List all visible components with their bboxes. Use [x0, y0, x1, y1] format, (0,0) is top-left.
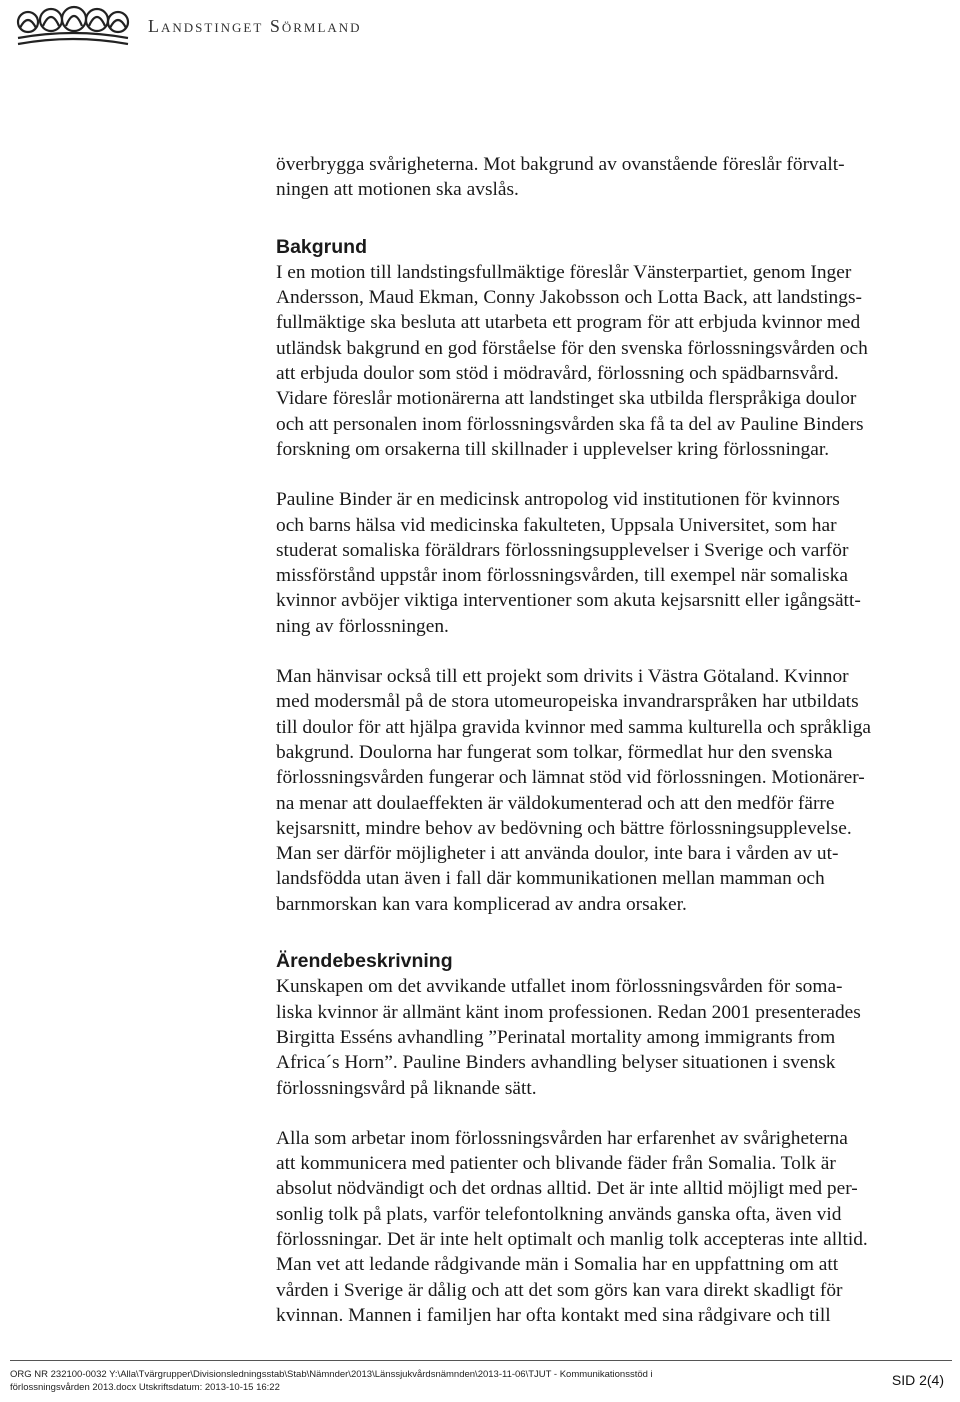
paragraph-line: kvinnor avböjer viktiga interventioner som akuta kejsarsnitt eller igångsätt- [276, 590, 861, 612]
paragraph-line: förlossningsvården fungerar och lämnat stöd vid förlossningen. Motionärer- [276, 767, 865, 789]
footer-path-line: ORG NR 232100-0032 Y:\Alla\Tvärgrupper\Divisionsledningsstab\Stab\Nämnder\2013\Länssjukvårdsnämnden\2013-11-06\TJUT - Kommunikationsstöd i [10, 1369, 653, 1380]
paragraph-line: och att personalen inom förlossningsvården ska få ta del av Pauline Binders [276, 413, 864, 435]
paragraph-line: till doulor för att hjälpa gravida kvinnor med samma kulturella och språkliga [276, 716, 872, 738]
paragraph-line: kejsarsnitt, mindre behov av bedövning och bättre förlossningsupplevelse. [276, 817, 852, 839]
paragraph-line: Man vet att ledande rådgivande män i Somalia har en uppfattning om att [276, 1254, 839, 1276]
paragraph-line: landsfödda utan även i fall där kommunikationen mellan mamman och [276, 868, 825, 890]
paragraph-line: och barns hälsa vid medicinska fakulteten, Uppsala Universitet, som har [276, 514, 837, 536]
paragraph-line: Vidare föreslår motionärerna att landstinget ska utbilda flerspråkiga doulor [276, 388, 857, 410]
body-paragraph [276, 487, 944, 639]
paragraph-line: överbrygga svårigheterna. Mot bakgrund av ovanstående föreslår förvalt- [276, 154, 845, 175]
paragraph-line: forskning om orsakerna till skillnader i upplevelser kring förlossningar. [276, 438, 830, 460]
paragraph-line: att kommunicera med patienter och blivande fäder från Somalia. Tolk är [276, 1153, 836, 1175]
paragraph-line: Andersson, Maud Ekman, Conny Jakobsson och Lotta Back, att landstings- [276, 287, 862, 309]
paragraph-line: Kunskapen om det avvikande utfallet inom förlossningsvården för soma- [276, 976, 843, 998]
paragraph-line: förlossningsvård på liknande sätt. [276, 1077, 537, 1099]
body-paragraph [276, 974, 944, 1100]
paragraph-line: na menar att doulaeffekten är väldokumenterad och att den medför färre [276, 792, 835, 814]
paragraph-spacer [276, 639, 944, 664]
paragraph-spacer [276, 462, 944, 487]
paragraph-line: ning av förlossningen. [276, 615, 449, 637]
paragraph-line: liska kvinnor är allmänt känt inom professionen. Redan 2001 presenterades [276, 1001, 861, 1023]
paragraph-line: studerat somaliska föräldrars förlossningsupplevelser i Sverige och varför [276, 539, 849, 561]
paragraph-line: ningen att motionen ska avslås. [276, 179, 519, 201]
paragraph-line: I en motion till landstingsfullmäktige föreslår Vänsterpartiet, genom Inger [276, 261, 852, 283]
paragraph-spacer [276, 203, 944, 235]
footer-date-line: förlossningsvården 2013.docx Utskriftsdatum: 2013-10-15 16:22 [10, 1382, 280, 1393]
paragraph-line: förlossningar. Det är inte helt optimalt och manlig tolk accepteras inte alltid. [276, 1228, 868, 1250]
footer-divider [10, 1360, 952, 1361]
organization-name: Landstinget Sörmland [148, 15, 362, 36]
paragraph-spacer [276, 1101, 944, 1126]
paragraph-line: att erbjuda doulor som stöd i mödravård, förlossning och spädbarnsvård. [276, 363, 839, 385]
paragraph-line: Africa´s Horn”. Pauline Binders avhandling belyser situationen i svensk [276, 1052, 836, 1074]
paragraph-line: utländsk bakgrund en god förståelse för den svenska förlossningsvården och [276, 337, 868, 359]
body-paragraph [276, 260, 944, 462]
paragraph-line: vården i Sverige är dålig och att det som görs kan vara direkt skadligt för [276, 1279, 843, 1301]
section-heading: Bakgrund [276, 235, 368, 258]
page-number: SID 2(4) [891, 1372, 944, 1388]
paragraph-line: Pauline Binder är en medicinsk antropolog vid institutionen för kvinnors [276, 489, 840, 511]
paragraph-spacer [276, 917, 944, 949]
paragraph-line: fullmäktige ska besluta att utarbeta ett program för att erbjuda kvinnor med [276, 312, 861, 334]
paragraph-line: Alla som arbetar inom förlossningsvården har erfarenhet av svårigheterna [276, 1127, 848, 1149]
body-paragraph [276, 152, 944, 203]
footer-file-info [10, 1368, 653, 1394]
paragraph-line: Birgitta Esséns avhandling ”Perinatal mortality among immigrants from [276, 1026, 836, 1048]
section-heading: Ärendebeskrivning [276, 950, 453, 973]
page-footer [10, 1360, 952, 1393]
paragraph-line: barnmorskan kan vara komplicerad av andra orsaker. [276, 893, 687, 915]
body-paragraph [276, 1126, 944, 1328]
body-paragraph [276, 664, 944, 917]
paragraph-line: Man ser därför möjligheter i att använda doulor, inte bara i vården av ut- [276, 843, 839, 865]
letterhead [14, 4, 362, 48]
paragraph-line: bakgrund. Doulorna har fungerat som tolkar, förmedlat hur den svenska [276, 741, 833, 763]
paragraph-line: absolut nödvändigt och det ordnas alltid. Det är inte alltid möjligt med per- [276, 1178, 858, 1200]
document-body [276, 152, 944, 1328]
paragraph-line: missförstånd uppstår inom förlossningsvården, till exempel när somaliska [276, 565, 848, 587]
paragraph-line: kvinnan. Mannen i familjen har ofta kontakt med sina rådgivare och till [276, 1304, 831, 1326]
paragraph-line: sonlig tolk på plats, varför telefontolkning används ganska ofta, även vid [276, 1203, 842, 1225]
crown-logo-icon [14, 4, 132, 48]
paragraph-line: med modersmål på de stora utomeuropeiska invandrarspråken har utbildats [276, 691, 859, 713]
paragraph-line: Man hänvisar också till ett projekt som drivits i Västra Götaland. Kvinnor [276, 666, 849, 688]
